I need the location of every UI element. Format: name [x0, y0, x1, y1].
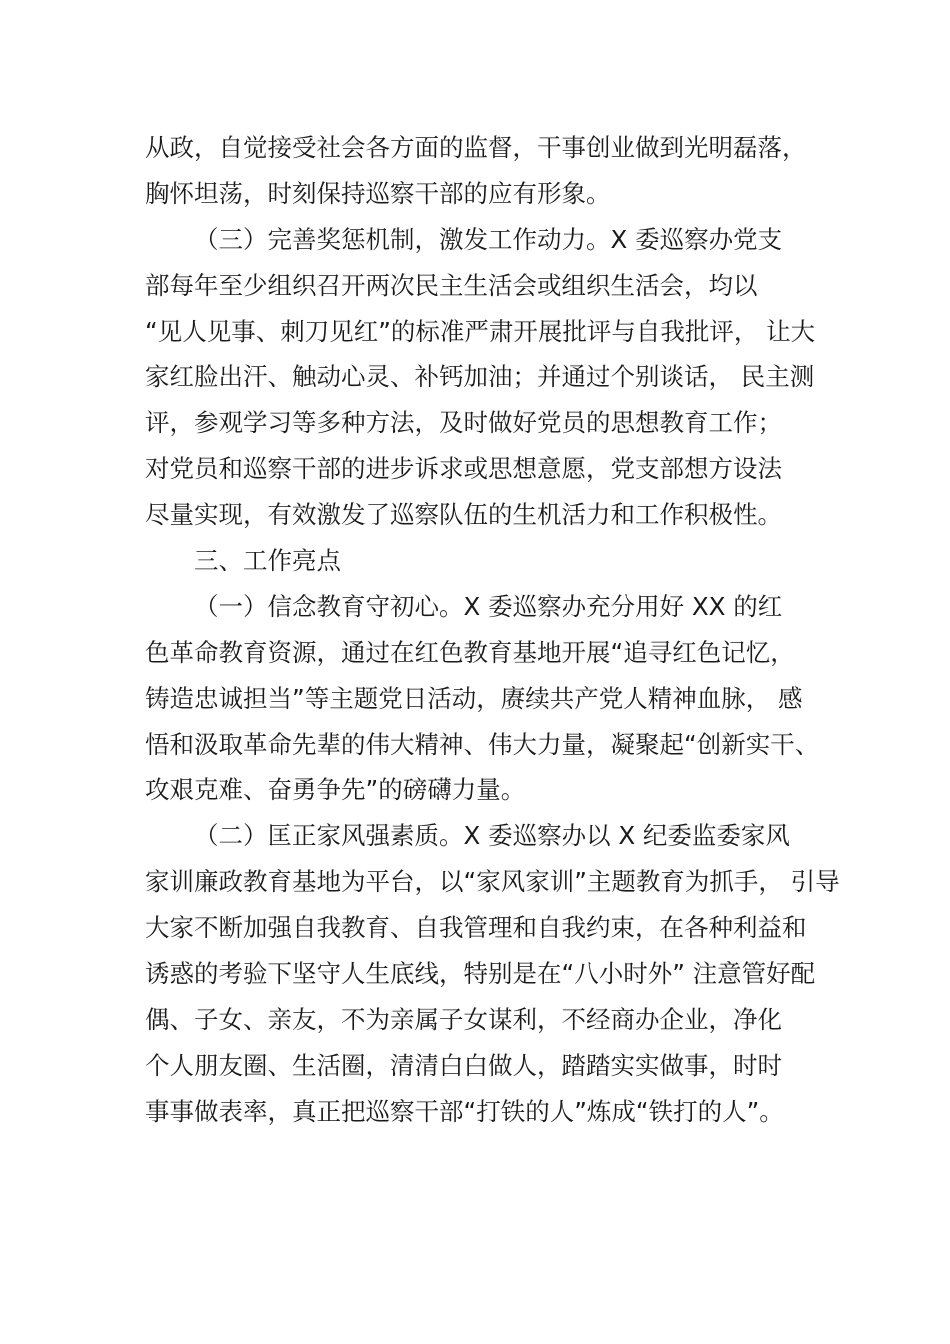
- text-line: 偶、子女、亲友，不为亲属子女谋利，不经商办企业，净化: [145, 1004, 782, 1034]
- text-line: 部每年至少组织召开两次民主生活会或组织生活会，均以: [145, 270, 758, 300]
- text-line: “见人见事、刺刀见红”的标准严肃开展批评与自我批评， 让大: [145, 316, 816, 346]
- text-line: 从政，自觉接受社会各方面的监督，干事创业做到光明磊落，: [145, 133, 807, 162]
- text-line: 铸造忠诚担当”等主题党日活动，赓续共产党人精神血脉， 感: [145, 683, 803, 713]
- section-heading: 三、工作亮点: [194, 546, 341, 576]
- text-line: 评，参观学习等多种方法，及时做好党员的思想教育工作；: [145, 408, 782, 438]
- text-line: 事事做表率，真正把巡察干部“打铁的人”炼成“铁打的人”。: [145, 1096, 784, 1126]
- text-line: 诱惑的考验下坚守人生底线，特别是在“八小时外” 注意管好配: [145, 959, 816, 989]
- text-line: 胸怀坦荡，时刻保持巡察干部的应有形象。: [145, 178, 611, 208]
- text-line: 家训廉政教育基地为平台，以“家风家训”主题教育为抓手， 引导: [145, 867, 840, 897]
- body-text: [145, 125, 845, 1135]
- text-line: 悟和汲取革命先辈的伟大精神、伟大力量，凝聚起“创新实干、: [145, 729, 820, 759]
- text-line: 攻艰克难、奋勇争先”的磅礴力量。: [145, 775, 526, 805]
- text-line: 对党员和巡察干部的进步诉求或思想意愿，党支部想方设法: [145, 454, 782, 484]
- text-line: 大家不断加强自我教育、自我管理和自我约束，在各种利益和: [145, 913, 807, 943]
- text-line: 个人朋友圈、生活圈，清清白白做人，踏踏实实做事，时时: [145, 1050, 782, 1080]
- text-line: （一）信念教育守初心。X 委巡察办充分用好 XX 的红: [194, 591, 783, 621]
- text-line: 家红脸出汗、触动心灵、补钙加油；并通过个别谈话， 民主测: [145, 362, 815, 392]
- text-line: （三）完善奖惩机制，激发工作动力。X 委巡察办党支: [194, 224, 783, 254]
- text-line: 色革命教育资源，通过在红色教育基地开展“追寻红色记忆，: [145, 637, 795, 667]
- text-line: 尽量实现，有效激发了巡察队伍的生机活力和工作积极性。: [145, 500, 782, 530]
- text-line: （二）匡正家风强素质。X 委巡察办以 X 纪委监委家风: [194, 821, 790, 851]
